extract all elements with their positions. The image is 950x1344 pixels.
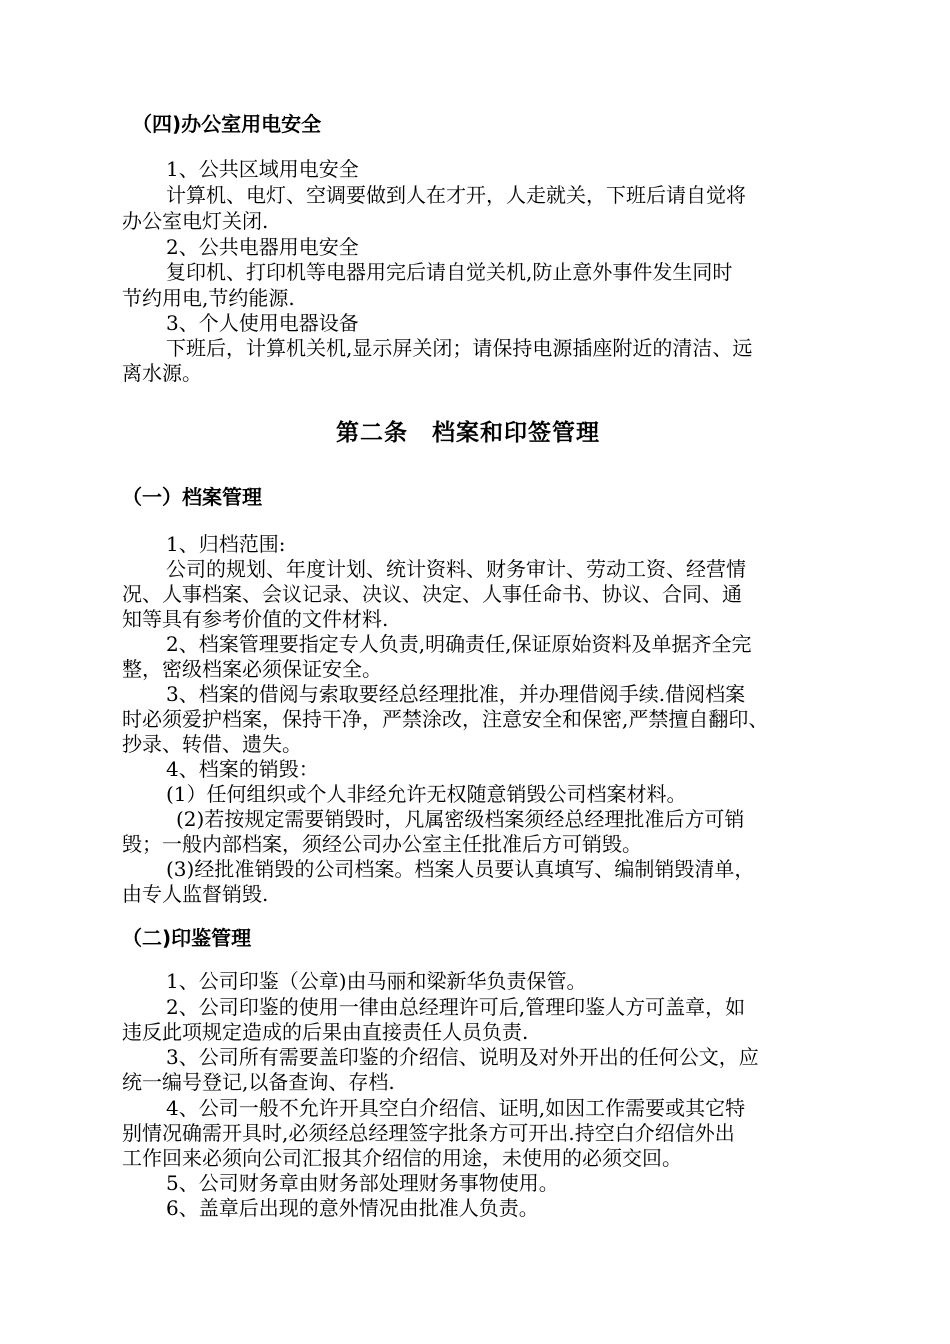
paragraph-line: 公司的规划、年度计划、统计资料、财务审计、劳动工资、经营情 [166,557,746,581]
article-title: 第二条 档案和印签管理 [336,420,600,446]
list-item: 3、档案的借阅与索取要经总经理批准，并办理借阅手续.借阅档案 [166,682,746,706]
section-heading-electrical-safety: （四)办公室用电安全 [132,112,322,136]
list-item: (3)经批准销毁的公司档案。档案人员要认真填写、编制销毁清单， [166,857,755,881]
paragraph-line: 下班后，计算机关机,显示屏关闭；请保持电源插座附近的清洁、远 [166,336,753,360]
list-item: 1、公司印鉴（公章)由马丽和梁新华负责保管。 [166,969,587,993]
list-item: 3、公司所有需要盖印鉴的介绍信、说明及对外开出的任何公文，应 [166,1045,759,1069]
list-item: 6、盖章后出现的意外情况由批准人负责。 [166,1196,539,1220]
paragraph-line: 毁；一般内部档案，须经公司办公室主任批准后方可销毁。 [122,832,642,856]
section-heading-seal-management: （二)印鉴管理 [122,926,252,950]
list-item: (2)若按规定需要销毁时，凡属密级档案须经总经理批准后方可销 [176,807,745,831]
paragraph-line: 离水源。 [122,361,202,385]
paragraph-line: 违反此项规定造成的后果由直接责任人员负责. [122,1020,529,1044]
paragraph-line: 抄录、转借、遗失。 [122,732,302,756]
list-item: 1、公共区域用电安全 [166,157,359,181]
list-item: 3、个人使用电器设备 [166,311,359,335]
list-item: 4、公司一般不允许开具空白介绍信、证明,如因工作需要或其它特 [166,1096,746,1120]
list-item: (1）任何组织或个人非经允许无权随意销毁公司档案材料。 [166,782,687,806]
list-item: 2、公司印鉴的使用一律由总经理许可后,管理印鉴人方可盖章，如 [166,995,746,1019]
list-item: 4、档案的销毁： [166,757,319,781]
paragraph-line: 别情况确需开具时,必须经总经理签字批条方可开出.持空白介绍信外出 [122,1121,735,1145]
paragraph-line: 工作回来必须向公司汇报其介绍信的用途，未使用的必须交回。 [122,1146,682,1170]
list-item: 5、公司财务章由财务部处理财务事物使用。 [166,1171,559,1195]
paragraph-line: 整，密级档案必须保证安全。 [122,657,382,681]
list-item: 2、公共电器用电安全 [166,235,359,259]
paragraph-line: 办公室电灯关闭. [122,209,269,233]
section-heading-archive-management: （一）档案管理 [122,485,262,509]
paragraph-line: 计算机、电灯、空调要做到人在才开，人走就关，下班后请自觉将 [166,183,746,207]
paragraph-line: 节约用电,节约能源. [122,286,295,310]
paragraph-line: 时必须爱护档案，保持干净，严禁涂改，注意安全和保密,严禁擅自翻印、 [122,707,769,731]
list-item: 2、档案管理要指定专人负责,明确责任,保证原始资料及单据齐全完 [166,632,752,656]
paragraph-line: 复印机、打印机等电器用完后请自觉关机,防止意外事件发生同时 [166,260,733,284]
list-item: 1、归档范围: [166,532,286,556]
paragraph-line: 知等具有参考价值的文件材料. [122,607,389,631]
paragraph-line: 统一编号登记,以备查询、存档. [122,1070,395,1094]
paragraph-line: 由专人监督销毁. [122,882,269,906]
paragraph-line: 况、人事档案、会议记录、决议、决定、人事任命书、协议、合同、通 [122,582,742,606]
